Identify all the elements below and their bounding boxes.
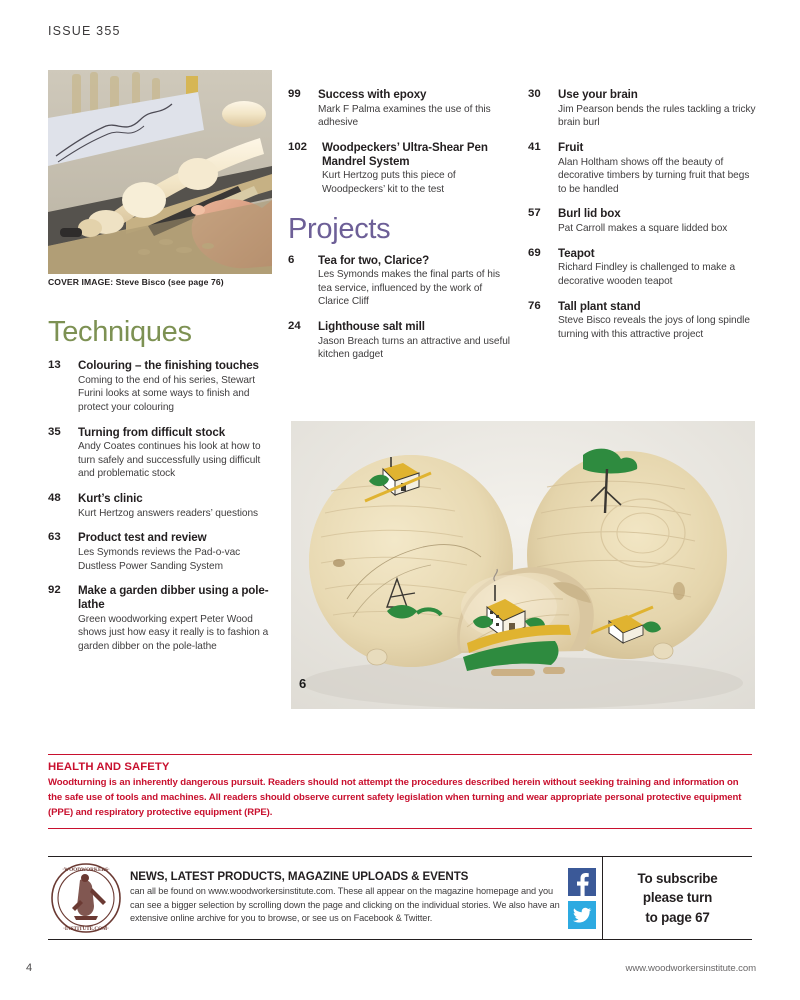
entry-title: Teapot [558, 246, 595, 260]
toc-entry-13[interactable] [48, 359, 272, 415]
entry-title: Use your brain [558, 88, 638, 101]
toc-entry-99[interactable] [288, 88, 512, 130]
page-number: 4 [26, 962, 33, 974]
entry-description: Andy Coates continues his look at how to turn safely and successfully using difficult and problematic stock [78, 441, 261, 480]
entry-title: Tall plant stand [558, 299, 641, 313]
website-url: www.woodworkersinstitute.com [625, 963, 756, 974]
entry-description: Coming to the end of his series, Stewart Furini looks at some ways to finish and protect your colouring [78, 374, 255, 413]
projects-heading: Projects [288, 212, 391, 245]
lathe-turning-illustration [48, 70, 272, 274]
facebook-icon[interactable] [568, 868, 596, 896]
entry-title: Product test and review [78, 531, 207, 545]
woodworkers-institute-logo [48, 862, 126, 934]
entry-title: Burl lid box [558, 207, 621, 221]
entry-description: Jim Pearson bends the rules tackling a tricky brain burl [558, 103, 756, 129]
entry-title: Success with epoxy [318, 88, 427, 101]
toc-entry-24[interactable] [288, 320, 512, 362]
subscribe-line-2: please turn [642, 890, 713, 906]
entry-description: Steve Bisco reveals the joys of long spindle turning with this attractive project [558, 315, 750, 340]
news-title: NEWS, LATEST PRODUCTS, MAGAZINE UPLOADS & EVENTS [130, 870, 469, 884]
subscribe-line-3: to page 67 [645, 909, 710, 925]
entry-description: Les Symonds makes the final parts of his tea service, influenced by the work of Clarice Cliff [318, 269, 501, 308]
entry-page-number: 41 [528, 140, 541, 153]
entry-page-number: 92 [48, 584, 61, 597]
entry-description: Mark F Palma examines the use of this adhesive [318, 103, 491, 129]
entry-description: Kurt Hertzog puts this piece of Woodpeckers’ kit to the test [322, 170, 456, 195]
footer-news-band [48, 856, 752, 940]
entry-description: Jason Breach turns an attractive and useful kitchen gadget [318, 335, 510, 361]
entry-description: Richard Findley is challenged to make a decorative wooden teapot [558, 262, 736, 288]
entry-title: Tea for two, Clarice? [318, 253, 430, 267]
subscribe-box[interactable] [602, 856, 752, 940]
entry-page-number: 76 [528, 299, 541, 312]
entry-page-number: 35 [48, 425, 61, 438]
toc-entry-30[interactable] [528, 88, 756, 130]
cover-image-caption: COVER IMAGE: Steve Bisco (see page 76) [48, 277, 224, 287]
entry-description: Pat Carroll makes a square lidded box [558, 223, 728, 235]
issue-number: ISSUE 355 [48, 24, 121, 38]
entry-page-number: 13 [48, 359, 61, 371]
entry-title: Colouring – the finishing touches [78, 359, 259, 372]
entry-page-number: 30 [528, 88, 541, 100]
entry-title: Make a garden dibber using a pole-lathe [78, 584, 269, 611]
toc-entry-102[interactable] [288, 141, 512, 197]
health-and-safety-notice [48, 754, 752, 829]
entry-page-number: 6 [288, 253, 295, 266]
news-body: can all be found on www.woodworkersinstitute.com. These all appear on the magazine homepage and you can see a bigger selection by scrolling down the page and clicking on the individual stories. We also have an extensive online archive for you to browse, or see us on Facebook & Twitter. [130, 886, 560, 924]
entry-title: Fruit [558, 140, 584, 154]
toc-entry-57[interactable] [528, 207, 756, 235]
toc-entry-69[interactable] [528, 247, 756, 289]
featured-photo-page-label: 6 [299, 676, 307, 691]
news-block [126, 870, 568, 926]
featured-project-photo [291, 421, 755, 709]
social-links [568, 868, 602, 929]
toc-entry-6[interactable] [288, 254, 512, 310]
subscribe-line-1: To subscribe [637, 870, 718, 886]
entry-page-number: 99 [288, 88, 301, 100]
entry-description: Green woodworking expert Peter Wood shows just how easy it really is to fashion a garden dibber on the pole-lathe [78, 613, 269, 652]
toc-entry-63[interactable] [48, 531, 272, 573]
cover-image-photo [48, 70, 272, 274]
entry-description: Alan Holtham shows off the beauty of decorative timbers by turning fruit that begs to be handled [558, 156, 750, 195]
entry-description: Kurt Hertzog answers readers’ questions [78, 507, 259, 519]
twitter-icon[interactable] [568, 901, 596, 929]
toc-entry-41[interactable] [528, 141, 756, 197]
right-column [528, 88, 756, 353]
entry-page-number: 102 [288, 140, 308, 153]
entry-page-number: 48 [48, 492, 61, 505]
entry-page-number: 63 [48, 531, 61, 544]
health-safety-body: Woodturning is an inherently dangerous pursuit. Readers should not attempt the procedures described herein without seeking training and information on the safe use of tools and machines. All readers should observe current safety legislation when turning and wear appropriate personal protective equipment (PPE) and respiratory protective equipment (RPE). [48, 777, 742, 818]
svg-text:·WOODWORKERS·: ·WOODWORKERS· [62, 867, 110, 873]
entry-page-number: 24 [288, 320, 301, 333]
middle-column [288, 88, 512, 373]
techniques-column [48, 318, 272, 665]
entry-title: Lighthouse salt mill [318, 320, 425, 334]
health-safety-title: HEALTH AND SAFETY [48, 761, 170, 773]
toc-entry-92[interactable] [48, 584, 272, 653]
toc-entry-76[interactable] [528, 300, 756, 342]
entry-title: Turning from difficult stock [78, 425, 226, 439]
seal-logo-icon [50, 862, 122, 934]
turned-bowls-illustration [291, 421, 755, 709]
entry-title: Kurt’s clinic [78, 492, 143, 506]
entry-description: Les Symonds reviews the Pad-o-vac Dustless Power Sanding System [78, 547, 241, 572]
techniques-heading: Techniques [48, 316, 192, 348]
toc-entry-35[interactable] [48, 426, 272, 482]
toc-entry-48[interactable] [48, 492, 272, 520]
entry-page-number: 69 [528, 246, 541, 259]
entry-page-number: 57 [528, 207, 541, 220]
entry-title: Woodpeckers’ Ultra-Shear Pen Mandrel System [322, 140, 488, 168]
svg-text:·INSTITUTE.COM·: ·INSTITUTE.COM· [63, 926, 109, 932]
